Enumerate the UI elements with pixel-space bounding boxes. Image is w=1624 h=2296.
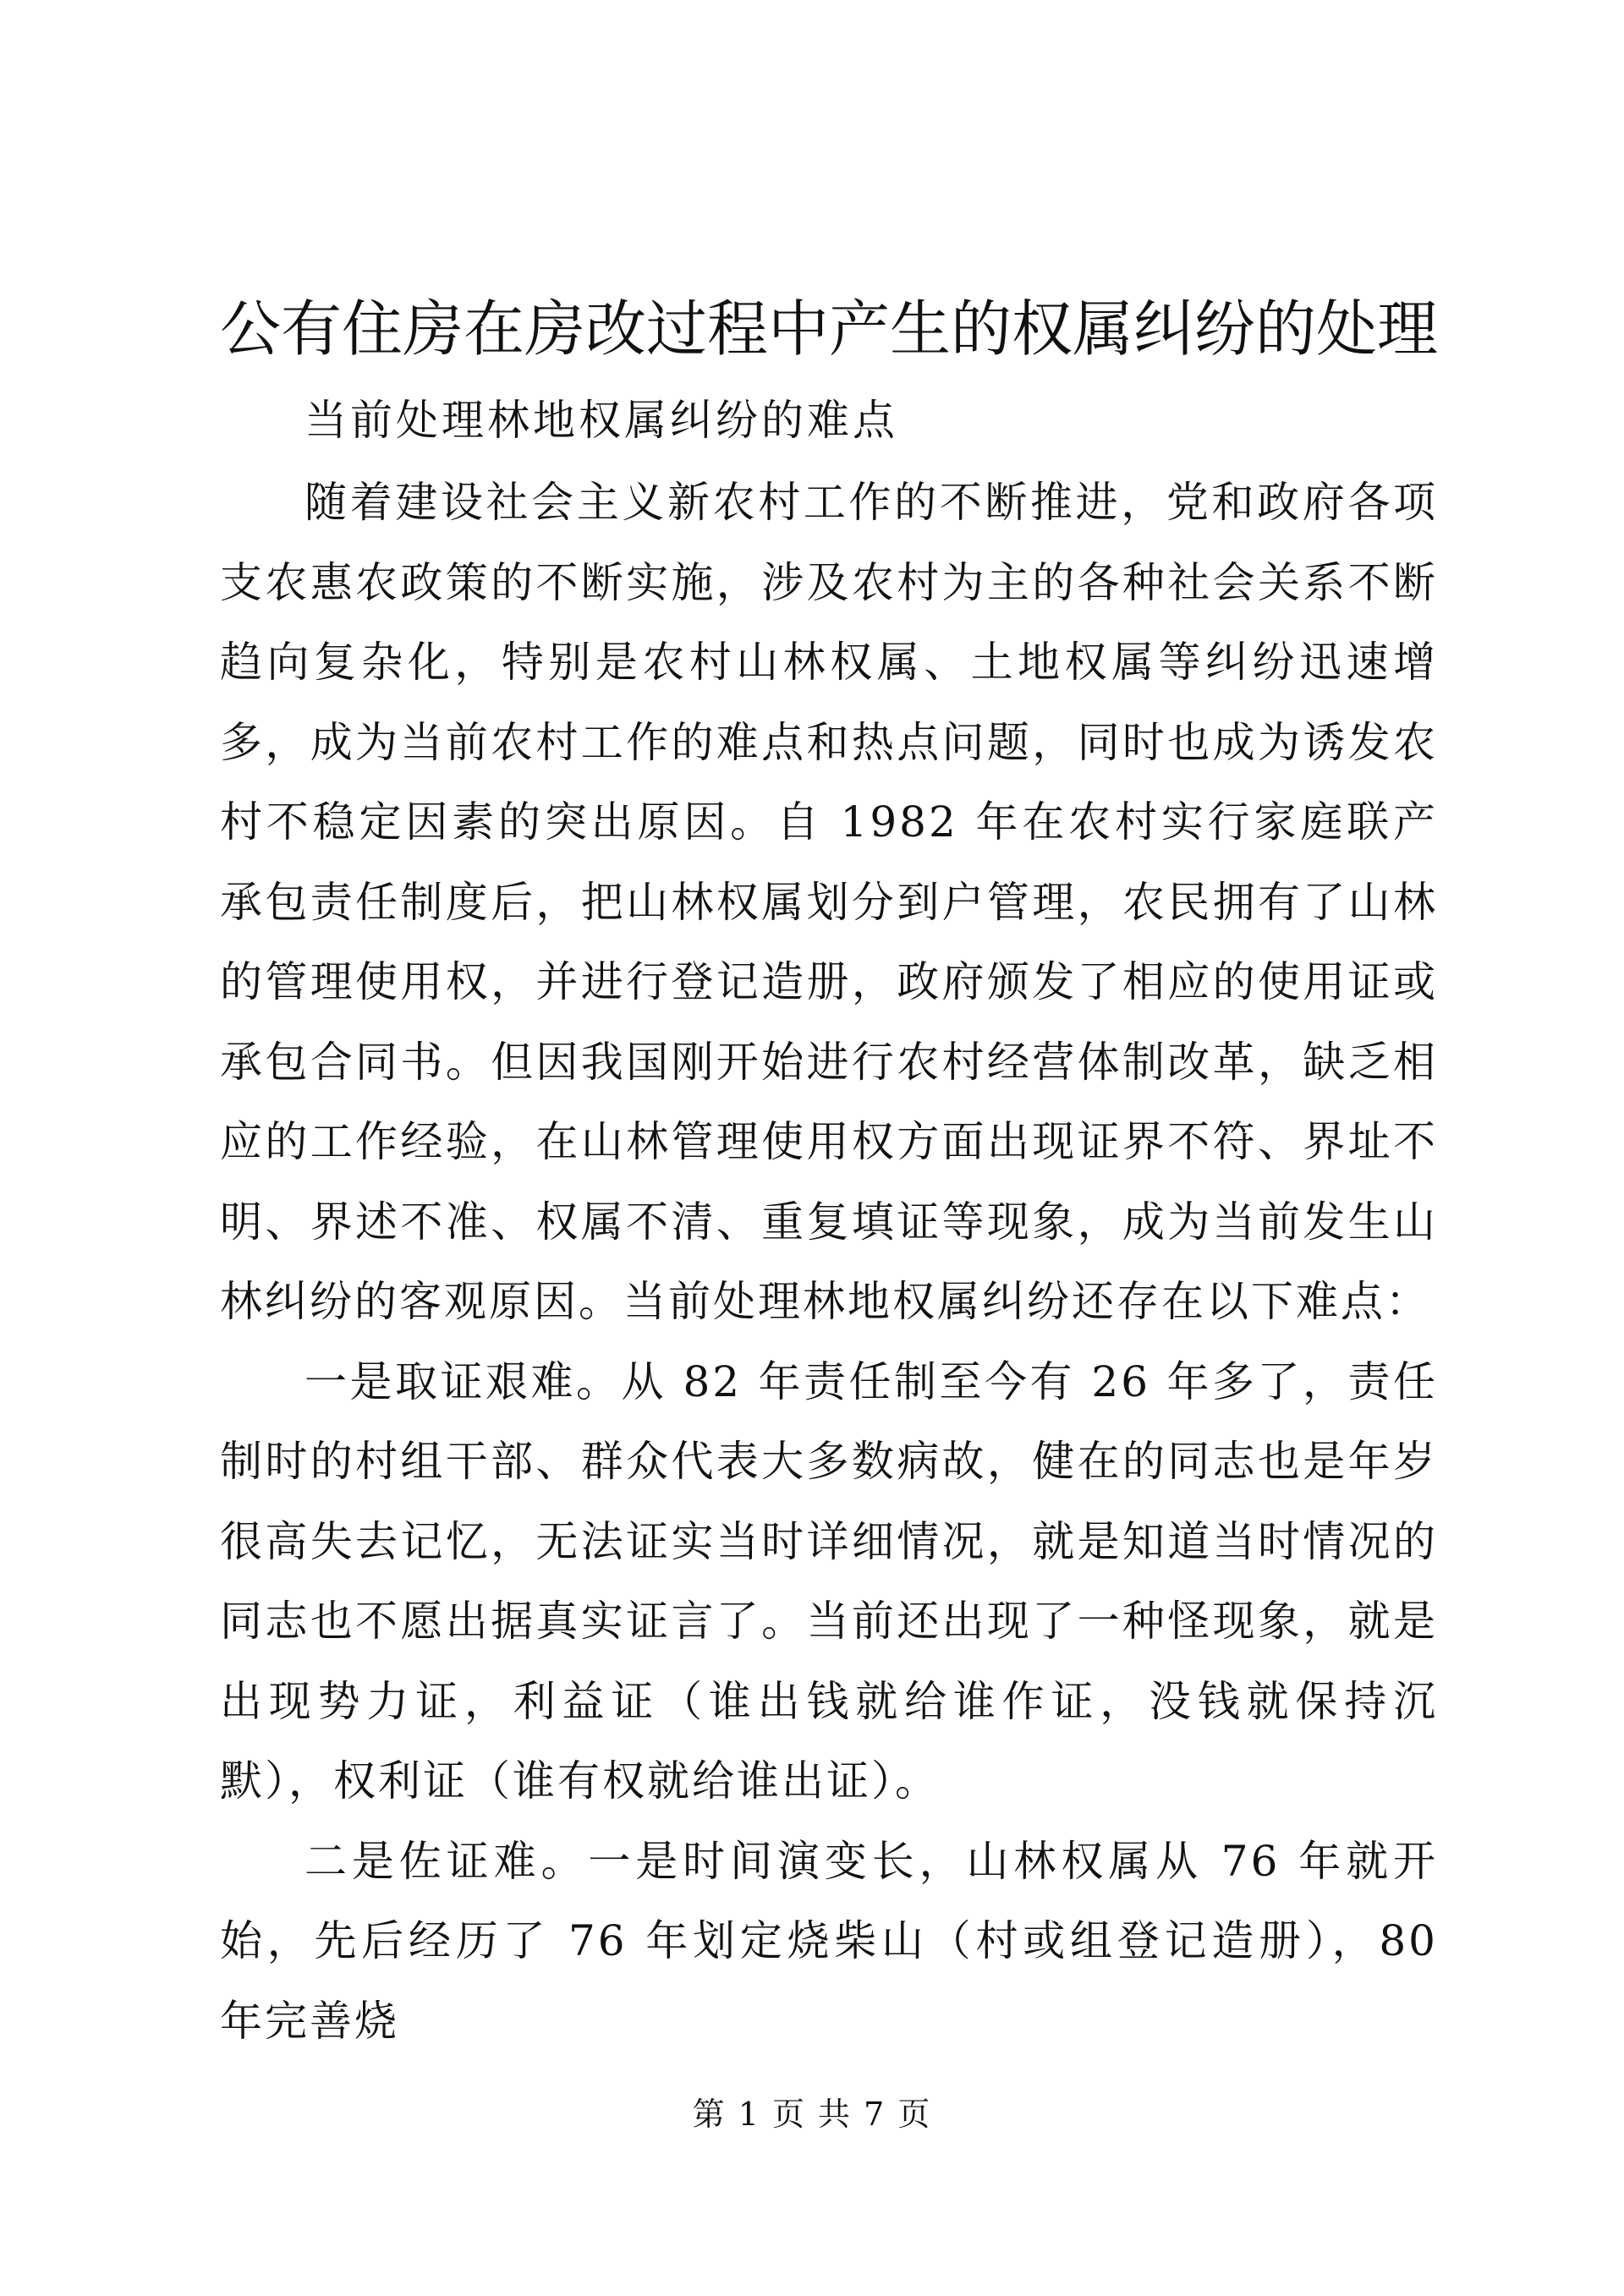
document-body: [220, 463, 1438, 2061]
body-paragraph-1: 随着建设社会主义新农村工作的不断推进，党和政府各项支农惠农政策的不断实施，涉及农村为主的各种社会关系不断趋向复杂化，特别是农村山林权属、土地权属等纠纷迅速增多，成为当前农村工作的难点和热点问题，同时也成为诱发农村不稳定因素的突出原因。自 1982 年在农村实行家庭联产承包责任制度后，把山林权属划分到户管理，农民拥有了山林的管理使用权，并进行登记造册，政府颁发了相应的使用证或承包合同书。但因我国刚开始进行农村经营体制改革，缺乏相应的工作经验，在山林管理使用权方面出现证界不符、界址不明、界述不准、权属不清、重复填证等现象，成为当前发生山林纠纷的客观原因。当前处理林地权属纠纷还存在以下难点：: [220, 478, 1438, 1326]
document-title: 公有住房在房改过程中产生的权属纠纷的处理: [220, 293, 1439, 364]
section-subtitle: 当前处理林地权属纠纷的难点: [304, 396, 898, 445]
page-number-footer: 第 1 页 共 7 页: [692, 2096, 932, 2133]
body-paragraph-3: 二是佐证难。一是时间演变长，山林权属从 76 年就开始，先后经历了 76 年划定烧柴山（村或组登记造册），80 年完善烧: [220, 1836, 1438, 2046]
body-paragraph-2: 一是取证艰难。从 82 年责任制至今有 26 年多了，责任制时的村组干部、群众代表大多数病故，健在的同志也是年岁很高失去记忆，无法证实当时详细情况，就是知道当时情况的同志也不愿出据真实证言了。当前还出现了一种怪现象，就是出现势力证，利益证（谁出钱就给谁作证，没钱就保持沉默），权利证（谁有权就给谁出证）。: [220, 1356, 1438, 1806]
